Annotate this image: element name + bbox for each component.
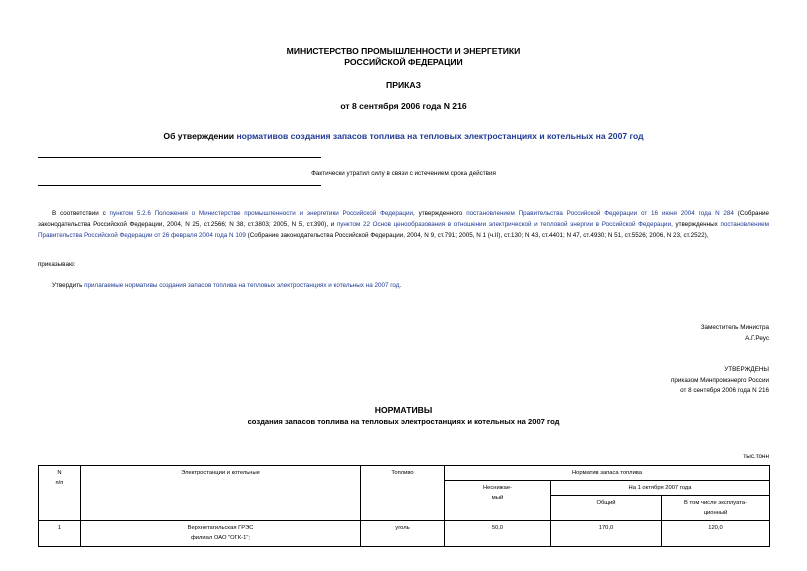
preamble-text-2: , утвержденного xyxy=(413,210,467,217)
row-total: 170,0 xyxy=(551,521,662,547)
divider-bottom xyxy=(38,185,321,186)
order-word: приказываю: xyxy=(38,261,76,268)
doc-date: от 8 сентября 2006 года N 216 xyxy=(340,101,467,111)
col-incl-header: В том числе эксплуата- ционный xyxy=(662,496,770,521)
approve-paragraph xyxy=(52,280,401,291)
title-link[interactable]: нормативов создания запасов топлива на тепловых электростанциях и котельных на 2007 год xyxy=(236,131,644,141)
col-oct-header: На 1 октября 2007 года xyxy=(551,481,770,496)
approve-text-1: Утвердить xyxy=(52,282,85,289)
col-num-header: N п/п xyxy=(39,466,81,521)
approved-line-1: УТВЕРЖДЕНЫ xyxy=(724,366,769,373)
approve-link[interactable]: прилагаемые нормативы создания запасов топлива на тепловых электростанциях и котельных на 2007 год xyxy=(84,282,400,289)
signature-name: А.Г.Реус xyxy=(745,335,769,342)
title-prefix: Об утверждении xyxy=(163,131,237,141)
row-station: Верхнетагильская ГРЭС филиал ОАО "ОГК-1"; xyxy=(81,521,361,547)
divider-top xyxy=(38,157,321,158)
preamble-link-1[interactable]: пунктом 5.2.6 Положения о Министерстве промышленности и энергетики Российской Федерации xyxy=(109,210,414,217)
preamble-link-2[interactable]: постановлением Правительства Российской Федерации от 16 июня 2004 года N 284 xyxy=(466,210,734,217)
col-station-header: Электростанции и котельные xyxy=(81,466,361,521)
preamble-link-4[interactable]: постановлением Правительства Российской Федерации от 26 февраля 2004 года N 109 xyxy=(38,221,769,240)
ministry-line-2: РОССИЙСКОЙ ФЕДЕРАЦИИ xyxy=(344,57,463,67)
preamble-text-3: (Собрание законодательства Российской Федерации, 2004, N 25, ст.2566; N 38, ст.3803; 2005, N 5, ст.390), и xyxy=(38,210,769,229)
norms-title-2: создания запасов топлива на тепловых электростанциях и котельных на 2007 год xyxy=(247,417,560,426)
preamble-text-4: , утвержденных xyxy=(671,221,721,229)
norms-table xyxy=(38,465,770,547)
col-fuel-header: Топливо xyxy=(361,466,445,521)
signature-position: Заместитель Министра xyxy=(700,324,769,331)
norms-title-1: НОРМАТИВЫ xyxy=(374,405,433,415)
preamble-text-5: (Собрание законодательства Российской Федерации, 2004, N 9, ст.791; 2005, N 1 (ч.II), ст.130; N 43, ст.4401; N 47, ст.4930; N 51, ст.5526; 2006, N 23, ст.2522), xyxy=(245,232,709,240)
preamble-link-3[interactable]: пунктом 22 Основ ценообразования в отношении электрической и тепловой энергии в Российской Федерации xyxy=(336,221,672,229)
approve-text-2: . xyxy=(399,282,402,289)
table-row xyxy=(39,521,770,547)
row-nonreduce: 50,0 xyxy=(445,521,551,547)
col-nonreduce-header: Неснижае- мый xyxy=(445,481,551,521)
col-norm-header: Норматив запаса топлива xyxy=(445,466,770,481)
preamble-text-1: В соответствии с xyxy=(52,210,110,217)
status-note: Фактически утратил силу в связи с истечением срока действия xyxy=(311,170,496,177)
row-incl: 120,0 xyxy=(662,521,770,547)
doc-type: ПРИКАЗ xyxy=(386,80,421,90)
table-header-row-1 xyxy=(39,466,770,481)
ministry-line-1: МИНИСТЕРСТВО ПРОМЫШЛЕННОСТИ И ЭНЕРГЕТИКИ xyxy=(286,46,521,56)
approved-line-3: от 8 сентября 2006 года N 216 xyxy=(680,387,769,394)
units-label: тыс.тонн xyxy=(743,453,769,460)
approved-line-2: приказом Минпромэнерго России xyxy=(671,377,769,384)
preamble-paragraph xyxy=(38,208,769,242)
col-total-header: Общий xyxy=(551,496,662,521)
row-fuel: уголь xyxy=(361,521,445,547)
row-num: 1 xyxy=(39,521,81,547)
document-title xyxy=(0,131,807,141)
